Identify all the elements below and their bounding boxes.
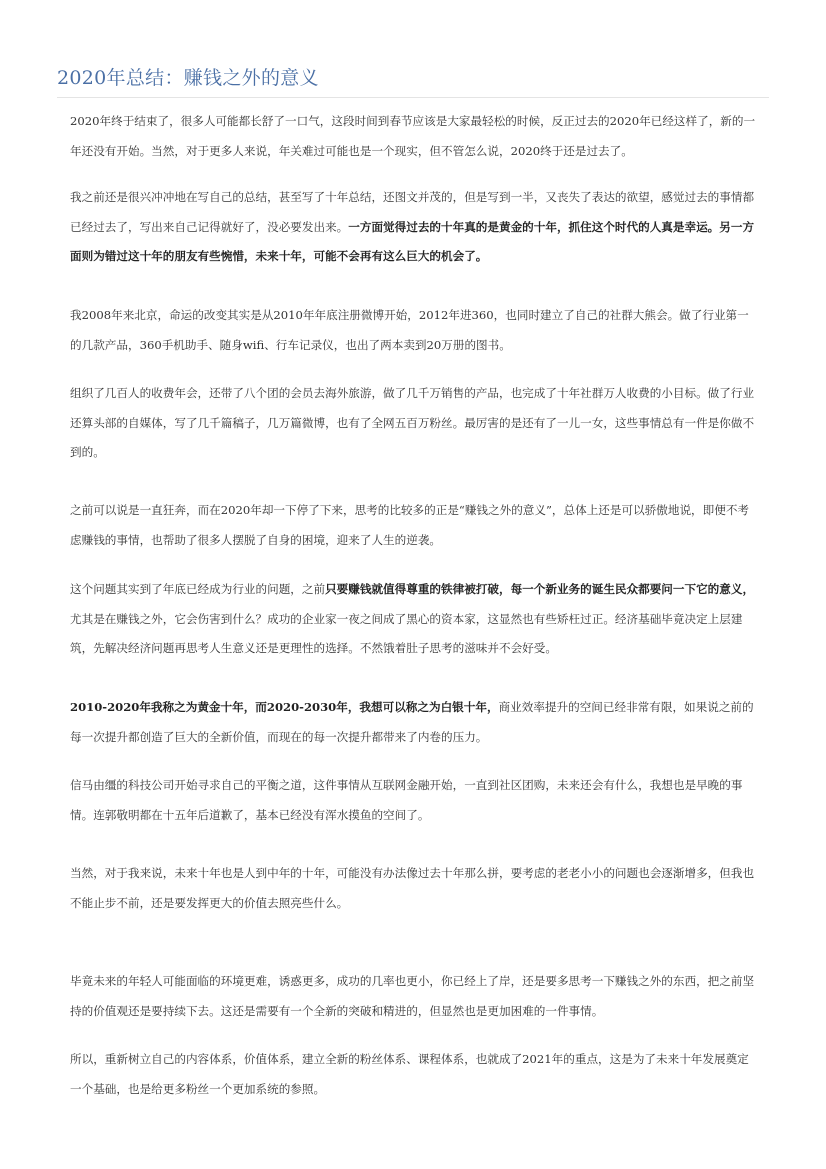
paragraph	[70, 693, 760, 752]
text-segment: 毕竟未来的年轻人可能面临的环境更难，诱惑更多，成功的几率也更小，你已经上了岸，还是要多思考一下赚钱之外的东西，把之前坚持的价值观还是要持续下去。这还是需要有一个全新的突破和精进的，但显然也是更加困难的一件事情。	[70, 974, 755, 1018]
text-segment: 所以，重新树立自己的内容体系，价值体系，建立全新的粉丝体系、课程体系，也就成了2021年的重点，这是为了未来十年发展奠定一个基础，也是给更多粉丝一个更加系统的参照。	[70, 1052, 749, 1096]
paragraph	[70, 183, 760, 272]
paragraph	[70, 107, 760, 166]
text-segment: 尤其是在赚钱之外，它会伤害到什么？成功的企业家一夜之间成了黑心的资本家，这显然也有些矫枉过正。经济基础毕竟决定上层建筑，先解决经济问题再思考人生意义还是更理性的选择。不然饿着肚子思考的滋味并不会好受。	[70, 611, 743, 655]
article-title: 2020年总结：赚钱之外的意义	[57, 67, 319, 89]
paragraph	[70, 967, 760, 1026]
paragraph	[70, 1045, 760, 1104]
text-segment: 当然，对于我来说，未来十年也是人到中年的十年，可能没有办法像过去十年那么拼，要考虑的老老小小的问题也会逐渐增多，但我也不能止步不前，还是要发挥更大的价值去照亮些什么。	[70, 866, 755, 910]
paragraph	[70, 379, 760, 468]
text-segment: 我2008年来北京，命运的改变其实是从2010年年底注册微博开始，2012年进360，也同时建立了自己的社群大熊会。做了行业第一的几款产品，360手机助手、随身wifi、行车记录仪，也出了两本卖到20万册的图书。	[70, 308, 749, 352]
text-segment: 2020年终于结束了，很多人可能都长舒了一口气，这段时间到春节应该是大家最轻松的时候，反正过去的2020年已经这样了，新的一年还没有开始。当然，对于更多人来说，年关难过可能也是一个现实，但不管怎么说，2020终于还是过去了。	[70, 114, 756, 158]
paragraph	[70, 771, 760, 830]
paragraph	[70, 301, 760, 360]
text-segment: 我之前还是很兴冲冲地在写自己的总结，甚至写了十年总结，还图文并茂的，但是写到一半，又丧失了表达的欲望，感觉过去的事情都已经过去了，写出来自己记得就好了，没必要发出来。	[70, 190, 755, 234]
text-segment: 这个问题其实到了年底已经成为行业的问题，之前	[70, 582, 326, 596]
bold-text-segment: 2010-2020年我称之为黄金十年，而2020-2030年，我想可以称之为白银十年，	[70, 700, 499, 714]
paragraph	[70, 496, 760, 555]
text-segment: 组织了几百人的收费年会，还带了八个团的会员去海外旅游，做了几千万销售的产品，也完成了十年社群万人收费的小目标。做了行业还算头部的自媒体，写了几千篇稿子，几万篇微博，也有了全网五百万粉丝。最厉害的是还有了一儿一女，这些事情总有一件是你做不到的。	[70, 386, 755, 459]
title-divider	[57, 97, 769, 98]
paragraph	[70, 575, 760, 664]
text-segment: 商业效率提升的空间已经非常有限，如果说之前的每一次提升都创造了巨大的全新价值，而现在的每一次提升都带来了内卷的压力。	[70, 700, 754, 744]
paragraph	[70, 859, 760, 918]
bold-text-segment: 只要赚钱就值得尊重的铁律被打破，每一个新业务的诞生民众都要问一下它的意义，	[325, 582, 755, 596]
bold-text-segment: 一方面觉得过去的十年真的是黄金的十年，抓住这个时代的人真是幸运。另一方面则为错过这十年的朋友有些惋惜，未来十年，可能不会再有这么巨大的机会了。	[70, 219, 755, 263]
text-segment: 之前可以说是一直狂奔，而在2020年却一下停了下来，思考的比较多的正是“赚钱之外的意义”，总体上还是可以骄傲地说，即便不考虑赚钱的事情，也帮助了很多人摆脱了自身的困境，迎来了人生的逆袭。	[70, 503, 750, 547]
text-segment: 信马由缰的科技公司开始寻求自己的平衡之道，这件事情从互联网金融开始，一直到社区团购，未来还会有什么，我想也是早晚的事情。连郭敬明都在十五年后道歉了，基本已经没有浑水摸鱼的空间了。	[70, 778, 743, 822]
